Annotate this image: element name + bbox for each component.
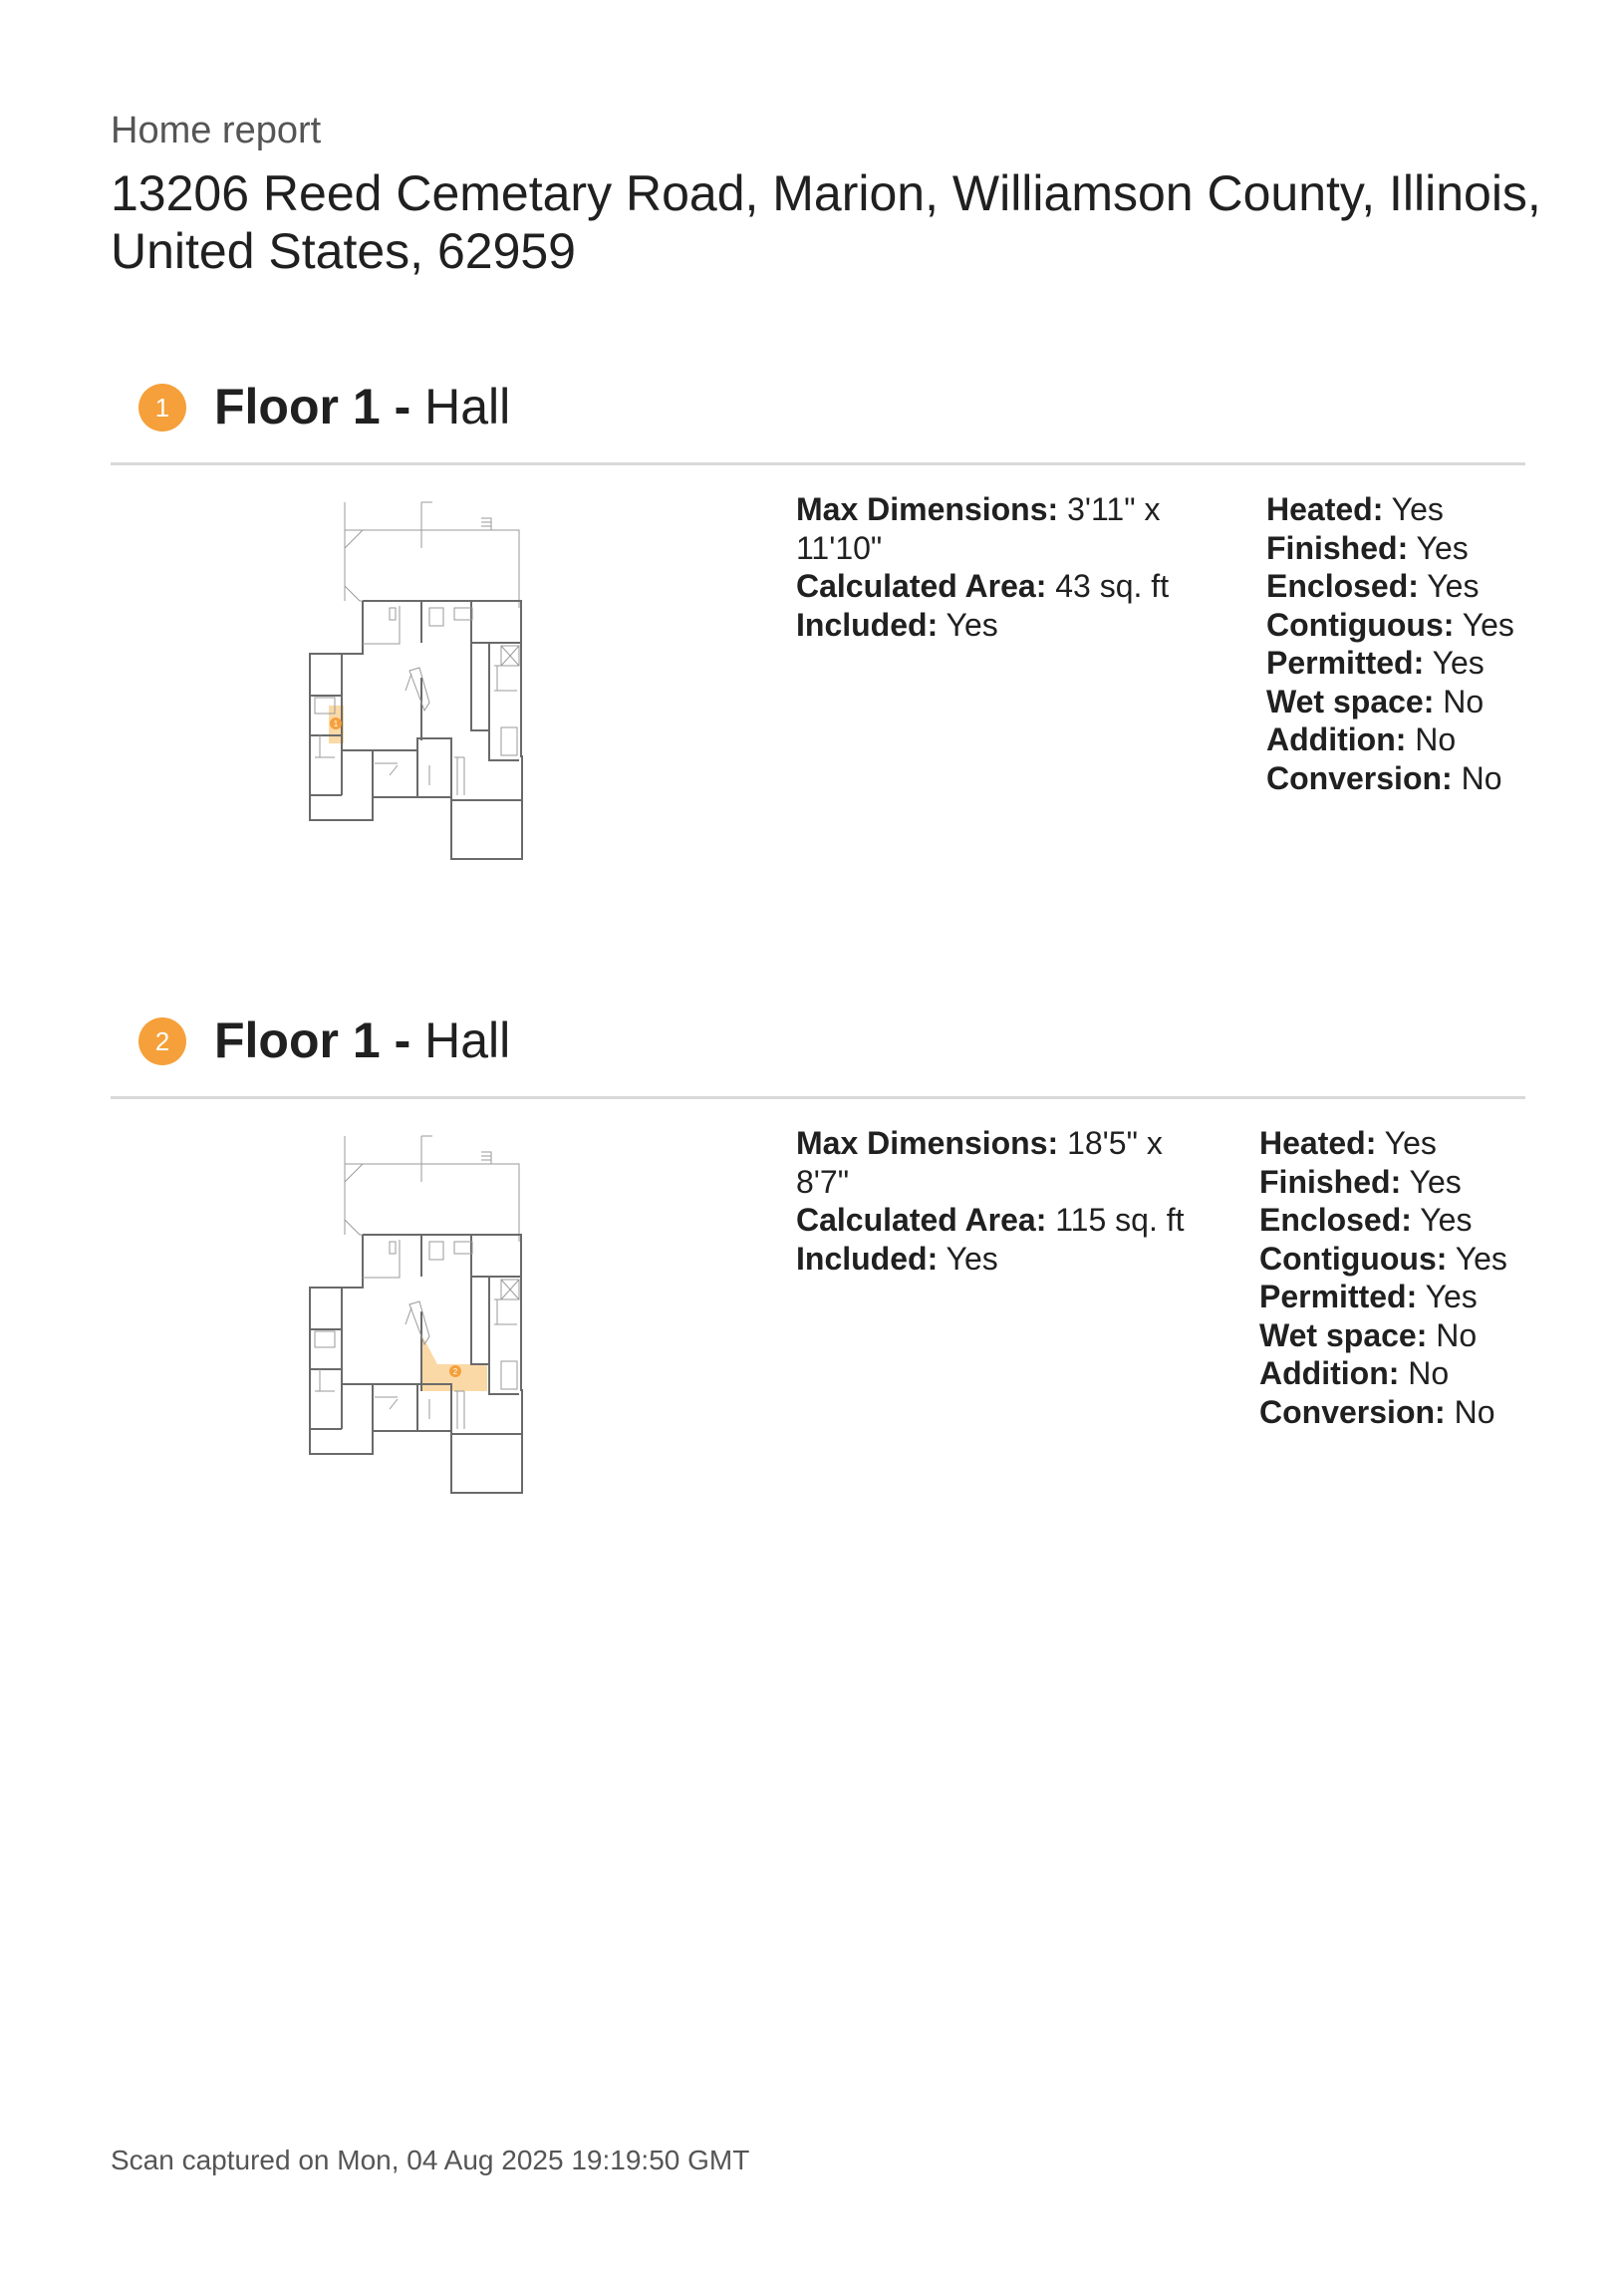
section-divider <box>111 1096 1525 1099</box>
room-section-2 <box>111 1003 1525 1430</box>
floor-label: Floor 1 - <box>214 379 411 434</box>
scan-timestamp: Scan captured on Mon, 04 Aug 2025 19:19:50 GMT <box>111 2145 750 2175</box>
section-title <box>214 371 510 442</box>
finished: Finished: Yes <box>1266 529 1469 566</box>
floor-plan-thumbnail <box>280 1130 609 1499</box>
conversion: Conversion: No <box>1259 1393 1495 1430</box>
attributes-column <box>1266 490 1525 797</box>
conversion: Conversion: No <box>1266 759 1502 796</box>
finished: Finished: Yes <box>1259 1163 1462 1200</box>
included: Included: Yes <box>796 1240 998 1277</box>
highlighted-room <box>421 1334 487 1391</box>
contiguous: Contiguous: Yes <box>1266 606 1514 643</box>
contiguous: Contiguous: Yes <box>1259 1240 1507 1277</box>
floor-label: Floor 1 - <box>214 1012 411 1068</box>
room-marker-number: 2 <box>452 1367 458 1376</box>
section-number-badge: 1 <box>138 384 186 431</box>
room-marker-number: 1 <box>333 719 339 728</box>
heated: Heated: Yes <box>1259 1125 1437 1161</box>
room-label: Hall <box>424 379 511 434</box>
max-dimensions: Max Dimensions: 3'11" x 11'10" <box>796 491 1161 566</box>
measurements-column <box>796 1124 1215 1278</box>
enclosed: Enclosed: Yes <box>1259 1202 1473 1238</box>
report-eyebrow: Home report <box>111 110 322 151</box>
included: Included: Yes <box>796 606 998 643</box>
measurements-column <box>796 490 1215 644</box>
permitted: Permitted: Yes <box>1259 1279 1478 1314</box>
report-address: 13206 Reed Cemetary Road, Marion, Williamson County, Illinois, United States, 62959 <box>111 165 1541 279</box>
addition: Addition: No <box>1266 721 1457 757</box>
room-section-1 <box>111 369 1525 796</box>
max-dimensions: Max Dimensions: 18'5" x 8'7" <box>796 1125 1163 1200</box>
heated: Heated: Yes <box>1266 491 1444 527</box>
wet-space: Wet space: No <box>1259 1316 1478 1353</box>
wet-space: Wet space: No <box>1266 683 1485 719</box>
enclosed: Enclosed: Yes <box>1266 568 1480 604</box>
section-number-badge: 2 <box>138 1017 186 1065</box>
calculated-area: Calculated Area: 43 sq. ft <box>796 568 1170 604</box>
section-header <box>111 1003 1525 1102</box>
calculated-area: Calculated Area: 115 sq. ft <box>796 1202 1185 1238</box>
section-header <box>111 369 1525 468</box>
section-divider <box>111 462 1525 465</box>
section-title <box>214 1004 510 1076</box>
room-label: Hall <box>424 1012 511 1068</box>
attributes-column <box>1259 1124 1518 1431</box>
addition: Addition: No <box>1259 1355 1450 1391</box>
floor-plan-thumbnail <box>280 496 609 865</box>
permitted: Permitted: Yes <box>1266 645 1485 681</box>
